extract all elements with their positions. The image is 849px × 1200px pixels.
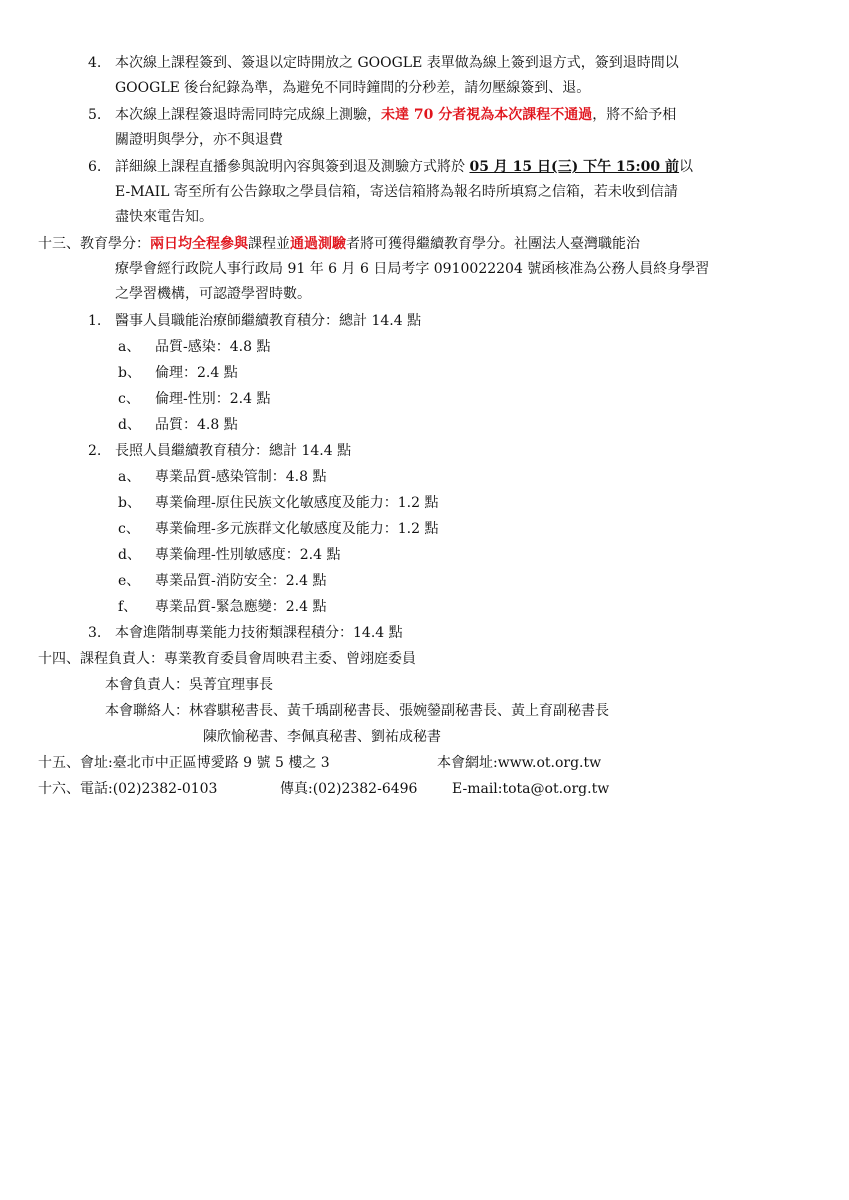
contact-persons-line: 本會聯絡人：林睿騏秘書長、黃千瑀副秘書長、張婉鎣副秘書長、黃上育副秘書長 xyxy=(105,703,609,719)
credit-2-item-letter: e、 xyxy=(118,573,141,589)
credit-2-item-letter: d、 xyxy=(118,547,141,563)
credit-1-item-letter: c、 xyxy=(118,391,140,407)
credit-2-item: 專業品質-感染管制：4.8 點 xyxy=(155,469,327,485)
item-6-line-3: 盡快來電告知。 xyxy=(115,209,213,225)
website-link[interactable]: 本會網址:www.ot.org.tw xyxy=(437,755,602,771)
item-6-text-a: 詳細線上課程直播參與說明內容與簽到退及測驗方式將於 xyxy=(115,159,470,175)
item-5-text-b: ，將不給予相 xyxy=(592,107,677,123)
section-13-line-3: 之學習機構，可認證學習時數。 xyxy=(115,286,311,302)
item-4-number: 4. xyxy=(88,55,102,71)
credit-3-title: 本會進階制專業能力技術類課程積分：14.4 點 xyxy=(115,625,403,641)
credit-2-item-letter: a、 xyxy=(118,469,141,485)
credit-1-item: 品質-感染：4.8 點 xyxy=(155,339,271,355)
item-6-text-b: 以 xyxy=(679,159,694,175)
item-6-number: 6. xyxy=(88,159,102,175)
credit-1-item-letter: b、 xyxy=(118,365,141,381)
item-5-text-a: 本次線上課程簽退時需同時完成線上測驗， xyxy=(115,107,381,123)
address-line: 十五、會址:臺北市中正區博愛路 9 號 5 樓之 3 xyxy=(38,755,330,771)
credit-1-item: 品質：4.8 點 xyxy=(155,417,238,433)
email-link[interactable]: E-mail:tota@ot.org.tw xyxy=(452,781,610,797)
section-13-line-2: 療學會經行政院人事行政局 91 年 6 月 6 日局考字 0910022204 號函核准為公務人員終身學習 xyxy=(115,261,710,277)
item-4-line-2: GOOGLE 後台紀錄為準，為避免不同時鐘間的分秒差，請勿壓線簽到、退。 xyxy=(115,80,591,96)
credit-2-item: 專業品質-消防安全：2.4 點 xyxy=(155,573,327,589)
item-5-line-2: 關證明與學分，亦不與退費 xyxy=(115,132,283,148)
email-deadline: 05 月 15 日(三) 下午 15:00 前 xyxy=(469,159,680,175)
credit-1-item-letter: a、 xyxy=(118,339,141,355)
credit-2-item: 專業倫理-原住民族文化敏感度及能力：1.2 點 xyxy=(155,495,439,511)
credit-2-title: 長照人員繼續教育積分：總計 14.4 點 xyxy=(115,443,352,459)
credit-2-item: 專業倫理-性別敏感度：2.4 點 xyxy=(155,547,341,563)
section-13-label: 十三、教育學分： xyxy=(38,236,150,252)
credit-2-item: 專業倫理-多元族群文化敏感度及能力：1.2 點 xyxy=(155,521,439,537)
full-attendance-requirement: 兩日均全程參與 xyxy=(150,236,248,252)
fax-line: 傳真:(02)2382-6496 xyxy=(280,781,418,797)
phone-line: 十六、電話:(02)2382-0103 xyxy=(38,781,218,797)
credit-1-item-letter: d、 xyxy=(118,417,141,433)
credit-1-item: 倫理：2.4 點 xyxy=(155,365,238,381)
item-5-line-1 xyxy=(115,105,676,125)
item-6-line-2: E-MAIL 寄至所有公告錄取之學員信箱，寄送信箱將為報名時所填寫之信箱，若未收到信請 xyxy=(115,184,678,200)
course-leader-line: 十四、課程負責人：專業教育委員會周映君主委、曾翊庭委員 xyxy=(38,651,416,667)
credit-2-item-letter: c、 xyxy=(118,521,140,537)
association-head-line: 本會負責人：吳菁宜理事長 xyxy=(105,677,273,693)
contact-persons-line-2: 陳欣愉秘書、李佩真秘書、劉祐成秘書 xyxy=(203,729,441,745)
credit-1-number: 1. xyxy=(88,313,102,329)
credit-2-item-letter: b、 xyxy=(118,495,141,511)
credit-2-item: 專業品質-緊急應變：2.4 點 xyxy=(155,599,327,615)
fail-warning: 未達 70 分者視為本次課程不通過 xyxy=(381,107,593,123)
section-13-rest: 者將可獲得繼續教育學分。社團法人臺灣職能治 xyxy=(346,236,640,252)
pass-test-requirement: 通過測驗 xyxy=(290,236,346,252)
credit-1-title: 醫事人員職能治療師繼續教育積分：總計 14.4 點 xyxy=(115,313,422,329)
item-5-number: 5. xyxy=(88,107,102,123)
credit-2-item-letter: f、 xyxy=(118,599,138,615)
item-4-line-1: 本次線上課程簽到、簽退以定時開放之 GOOGLE 表單做為線上簽到退方式，簽到退時間以 xyxy=(115,55,679,71)
section-13-line-1 xyxy=(38,234,640,254)
section-13-mid: 課程並 xyxy=(248,236,290,252)
credit-1-item: 倫理-性別：2.4 點 xyxy=(155,391,271,407)
credit-3-number: 3. xyxy=(88,625,102,641)
credit-2-number: 2. xyxy=(88,443,102,459)
item-6-line-1 xyxy=(115,157,693,177)
